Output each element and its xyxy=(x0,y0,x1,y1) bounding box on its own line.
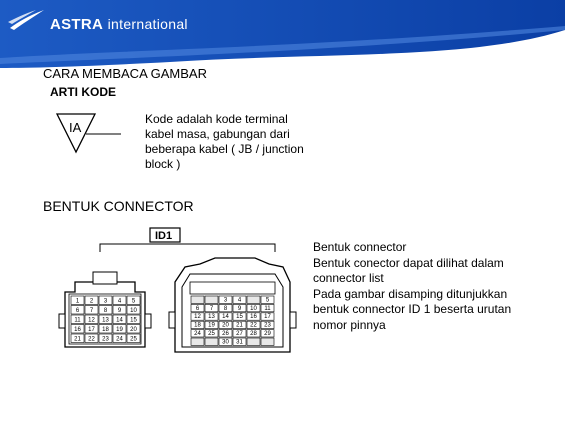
connector-pin-number: 19 xyxy=(208,322,215,329)
connector-pin-number: 23 xyxy=(102,336,109,343)
connector-pin-number: 26 xyxy=(222,331,229,337)
connector-pin-cell xyxy=(191,338,204,345)
connector-description-line: bentuk connector ID 1 beserta urutan xyxy=(313,302,512,316)
section-heading-connector: BENTUK CONNECTOR xyxy=(43,198,194,214)
connector-pin-number: 15 xyxy=(130,317,137,324)
connector-pin-number: 17 xyxy=(88,327,95,333)
connector-pin-number: 12 xyxy=(194,314,201,321)
connector-pin-number: 24 xyxy=(116,336,123,343)
connector-pin-number: 20 xyxy=(222,322,229,329)
connector-pin-number: 13 xyxy=(208,314,215,321)
connector-pin-number: 8 xyxy=(223,305,228,312)
connector-pin-number: 9 xyxy=(237,305,242,312)
connector-pin-number: 8 xyxy=(103,308,108,314)
connector-description-line: Pada gambar disamping ditunjukkan xyxy=(313,286,508,301)
page-title: CARA MEMBACA GAMBAR xyxy=(43,66,207,81)
connector-pin-number: 31 xyxy=(236,339,243,346)
connector-pin-number: 7 xyxy=(89,308,94,314)
connector-description-line: Bentuk conector dapat dilihat dalam xyxy=(313,255,504,270)
connector-pin-number: 4 xyxy=(117,298,122,305)
right-connector xyxy=(169,258,296,352)
connector-pin-number: 14 xyxy=(222,314,229,321)
header-banner xyxy=(0,0,565,68)
connector-pin-cell xyxy=(247,296,260,303)
connector-pin-number: 18 xyxy=(102,327,109,333)
connector-pin-number: 22 xyxy=(250,322,257,329)
connector-pin-number: 6 xyxy=(75,308,80,314)
left-connector xyxy=(59,272,151,347)
connector-pin-number: 18 xyxy=(194,322,201,329)
connector-pin-cell xyxy=(247,338,260,345)
connector-pin-number: 15 xyxy=(236,314,243,321)
connector-pin-number: 7 xyxy=(209,305,214,312)
connector-pin-number: 3 xyxy=(103,298,108,305)
connector-pin-number: 22 xyxy=(88,336,95,343)
code-description: Kode adalah kode terminal kabel masa, gabungan dari beberapa kabel ( JB / junction block ) xyxy=(145,112,304,171)
connector-pin-number: 25 xyxy=(208,331,215,337)
connector-pin-number: 6 xyxy=(195,305,200,312)
brand-name-light: international xyxy=(107,16,188,32)
connector-pin-number: 10 xyxy=(130,308,137,314)
connector-pin-cell xyxy=(191,296,204,303)
connector-pin-number: 12 xyxy=(88,317,95,324)
connector-description-line: connector list xyxy=(313,271,384,285)
connector-pin-number: 4 xyxy=(237,297,242,304)
connector-description-line: Bentuk connector xyxy=(313,240,407,254)
connector-pin-number: 17 xyxy=(264,314,271,321)
connector-pin-number: 13 xyxy=(102,317,109,324)
ground-symbol-icon xyxy=(55,110,145,160)
connector-pin-number: 30 xyxy=(222,339,229,346)
ground-symbol-label: IA xyxy=(69,120,82,135)
connector-pin-number: 21 xyxy=(74,336,81,343)
connector-description-line: nomor pinnya xyxy=(313,317,386,332)
connector-pin-number: 19 xyxy=(116,327,123,333)
connector-pin-number: 14 xyxy=(116,317,123,324)
connector-pin-number: 16 xyxy=(250,314,257,321)
connector-id-label: ID1 xyxy=(155,230,173,242)
connector-description xyxy=(313,240,528,333)
swoosh-logo-icon xyxy=(8,8,46,32)
connector-pin-cell xyxy=(261,338,274,345)
connector-pin-number: 3 xyxy=(223,297,228,304)
connector-pin-number: 11 xyxy=(74,317,81,324)
connector-pin-number: 20 xyxy=(130,327,137,333)
connector-pin-number: 2 xyxy=(89,298,94,305)
connector-pin-number: 16 xyxy=(74,327,81,333)
connector-pin-cell xyxy=(205,338,218,345)
connector-pin-number: 27 xyxy=(236,331,243,337)
connector-pin-number: 5 xyxy=(265,297,270,304)
section-heading-code: ARTI KODE xyxy=(50,85,116,99)
connector-pin-number: 21 xyxy=(236,322,243,329)
connector-pin-number: 10 xyxy=(250,305,257,312)
connector-pin-number: 11 xyxy=(264,305,271,312)
connector-pin-number: 9 xyxy=(117,308,122,314)
connector-diagram xyxy=(55,222,315,367)
connector-pin-number: 29 xyxy=(264,331,271,337)
connector-pin-number: 1 xyxy=(75,298,80,305)
connector-pin-number: 24 xyxy=(194,331,201,337)
connector-pin-number: 23 xyxy=(264,322,271,329)
connector-pin-number: 28 xyxy=(250,331,257,337)
connector-pin-number: 5 xyxy=(131,298,136,305)
connector-pin-number: 25 xyxy=(130,336,137,343)
connector-pin-cell xyxy=(205,296,218,303)
brand-name-bold: ASTRA xyxy=(50,16,104,33)
brand-logo xyxy=(50,16,188,33)
